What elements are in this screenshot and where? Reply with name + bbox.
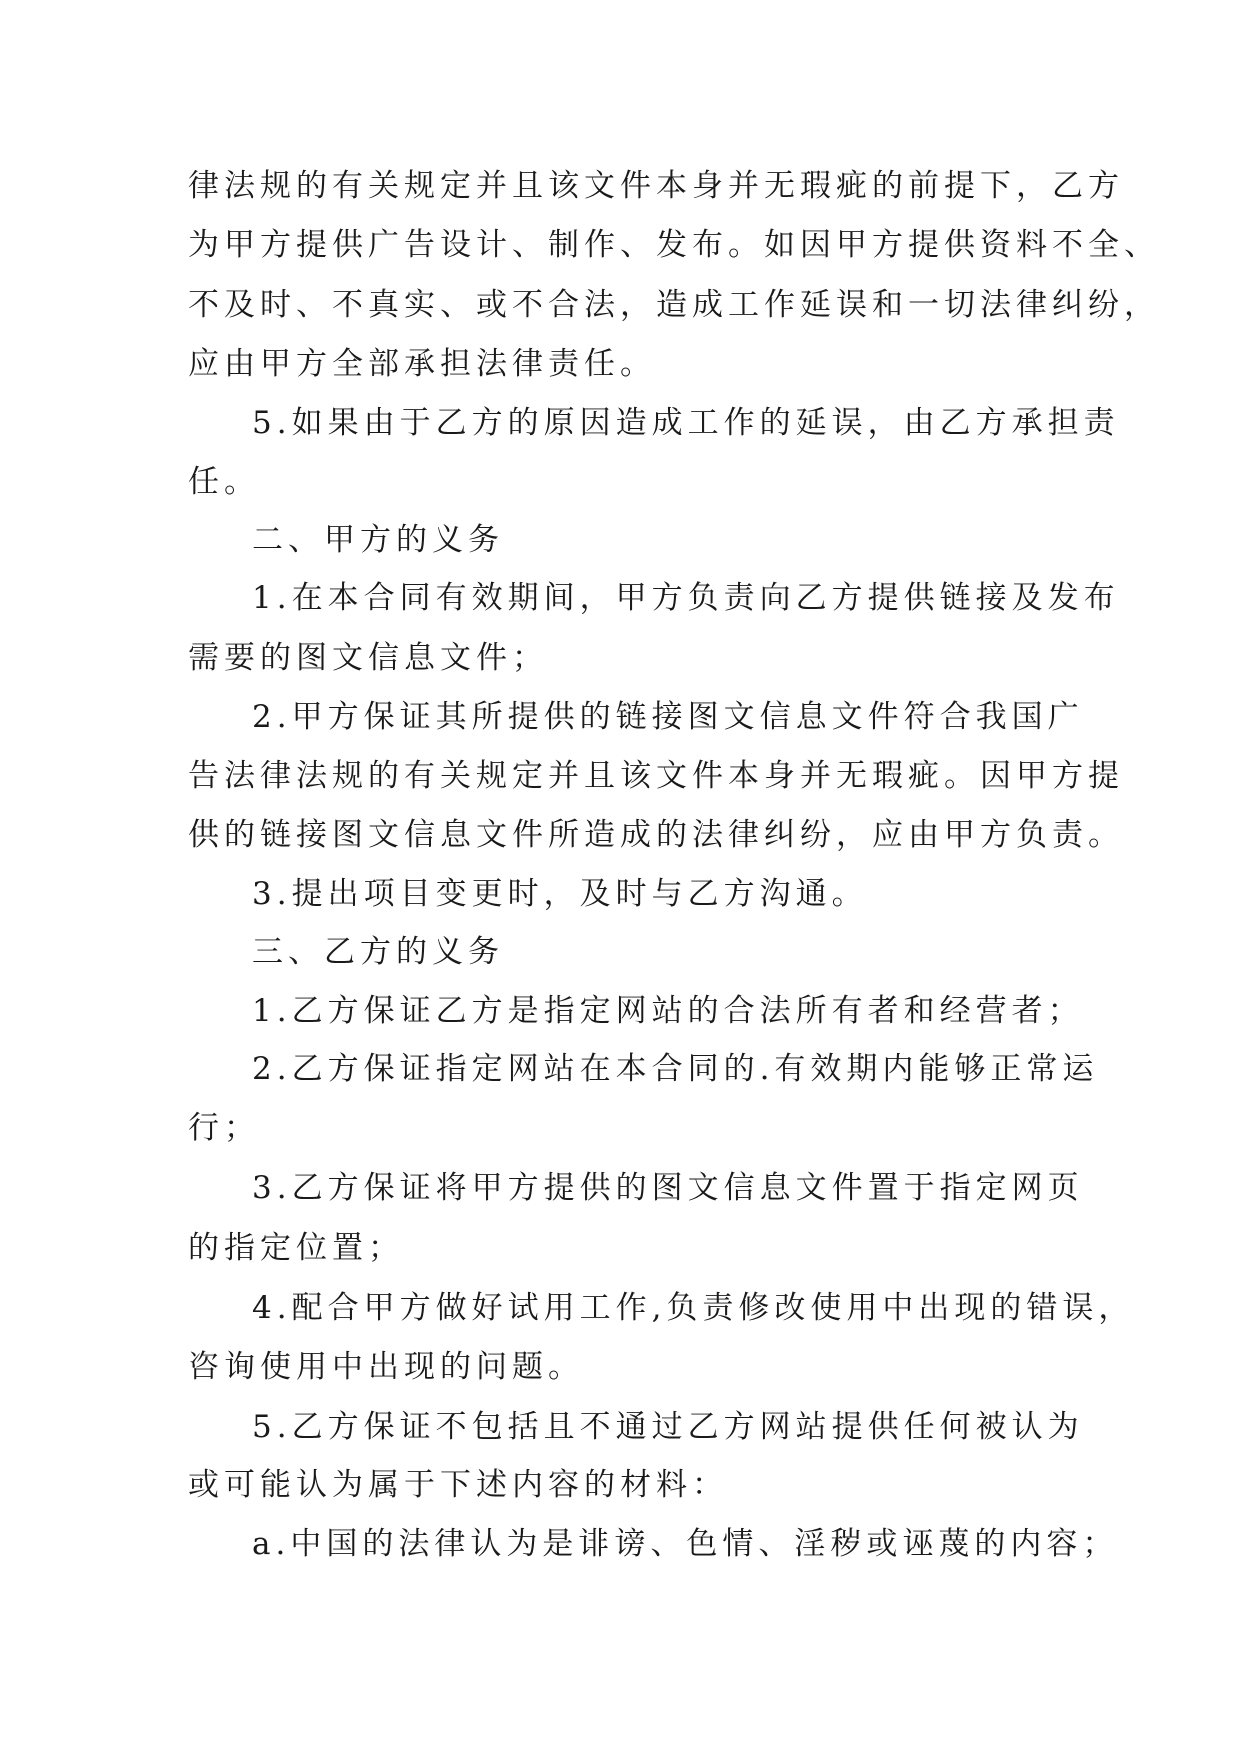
text-line: 4.配合甲方做好试用工作,负责修改使用中出现的错误， xyxy=(252,1290,1135,1326)
text-line: 或可能认为属于下述内容的材料： xyxy=(188,1467,728,1503)
text-line: 需要的图文信息文件； xyxy=(188,640,548,676)
text-line: 1.在本合同有效期间，甲方负责向乙方提供链接及发布 xyxy=(252,580,1120,616)
text-line: 3.乙方保证将甲方提供的图文信息文件置于指定网页 xyxy=(252,1170,1084,1206)
text-line: 的指定位置； xyxy=(188,1230,404,1266)
text-line: 不及时、不真实、或不合法，造成工作延误和一切法律纠纷， xyxy=(188,287,1160,323)
text-line: 应由甲方全部承担法律责任。 xyxy=(188,346,656,382)
text-line: 任。 xyxy=(188,464,260,500)
text-line: 告法律法规的有关规定并且该文件本身并无瑕疵。因甲方提 xyxy=(188,758,1124,794)
text-line: 3.提出项目变更时，及时与乙方沟通。 xyxy=(252,876,868,912)
section-heading: 二、甲方的义务 xyxy=(252,522,504,558)
text-line: a.中国的法律认为是诽谤、色情、淫秽或诬蔑的内容； xyxy=(252,1526,1119,1562)
text-line: 1.乙方保证乙方是指定网站的合法所有者和经营者； xyxy=(252,993,1084,1029)
text-line: 2.乙方保证指定网站在本合同的.有效期内能够正常运 xyxy=(252,1051,1099,1087)
text-line: 2.甲方保证其所提供的链接图文信息文件符合我国广 xyxy=(252,699,1084,735)
text-line: 行； xyxy=(188,1110,260,1146)
section-heading: 三、乙方的义务 xyxy=(252,934,504,970)
text-line: 5.乙方保证不包括且不通过乙方网站提供任何被认为 xyxy=(252,1409,1084,1445)
text-line: 供的链接图文信息文件所造成的法律纠纷，应由甲方负责。 xyxy=(188,817,1124,853)
text-line: 为甲方提供广告设计、制作、发布。如因甲方提供资料不全、 xyxy=(188,227,1160,263)
text-line: 咨询使用中出现的问题。 xyxy=(188,1349,584,1385)
text-line: 5.如果由于乙方的原因造成工作的延误，由乙方承担责 xyxy=(252,405,1120,441)
text-line: 律法规的有关规定并且该文件本身并无瑕疵的前提下，乙方 xyxy=(188,168,1124,204)
